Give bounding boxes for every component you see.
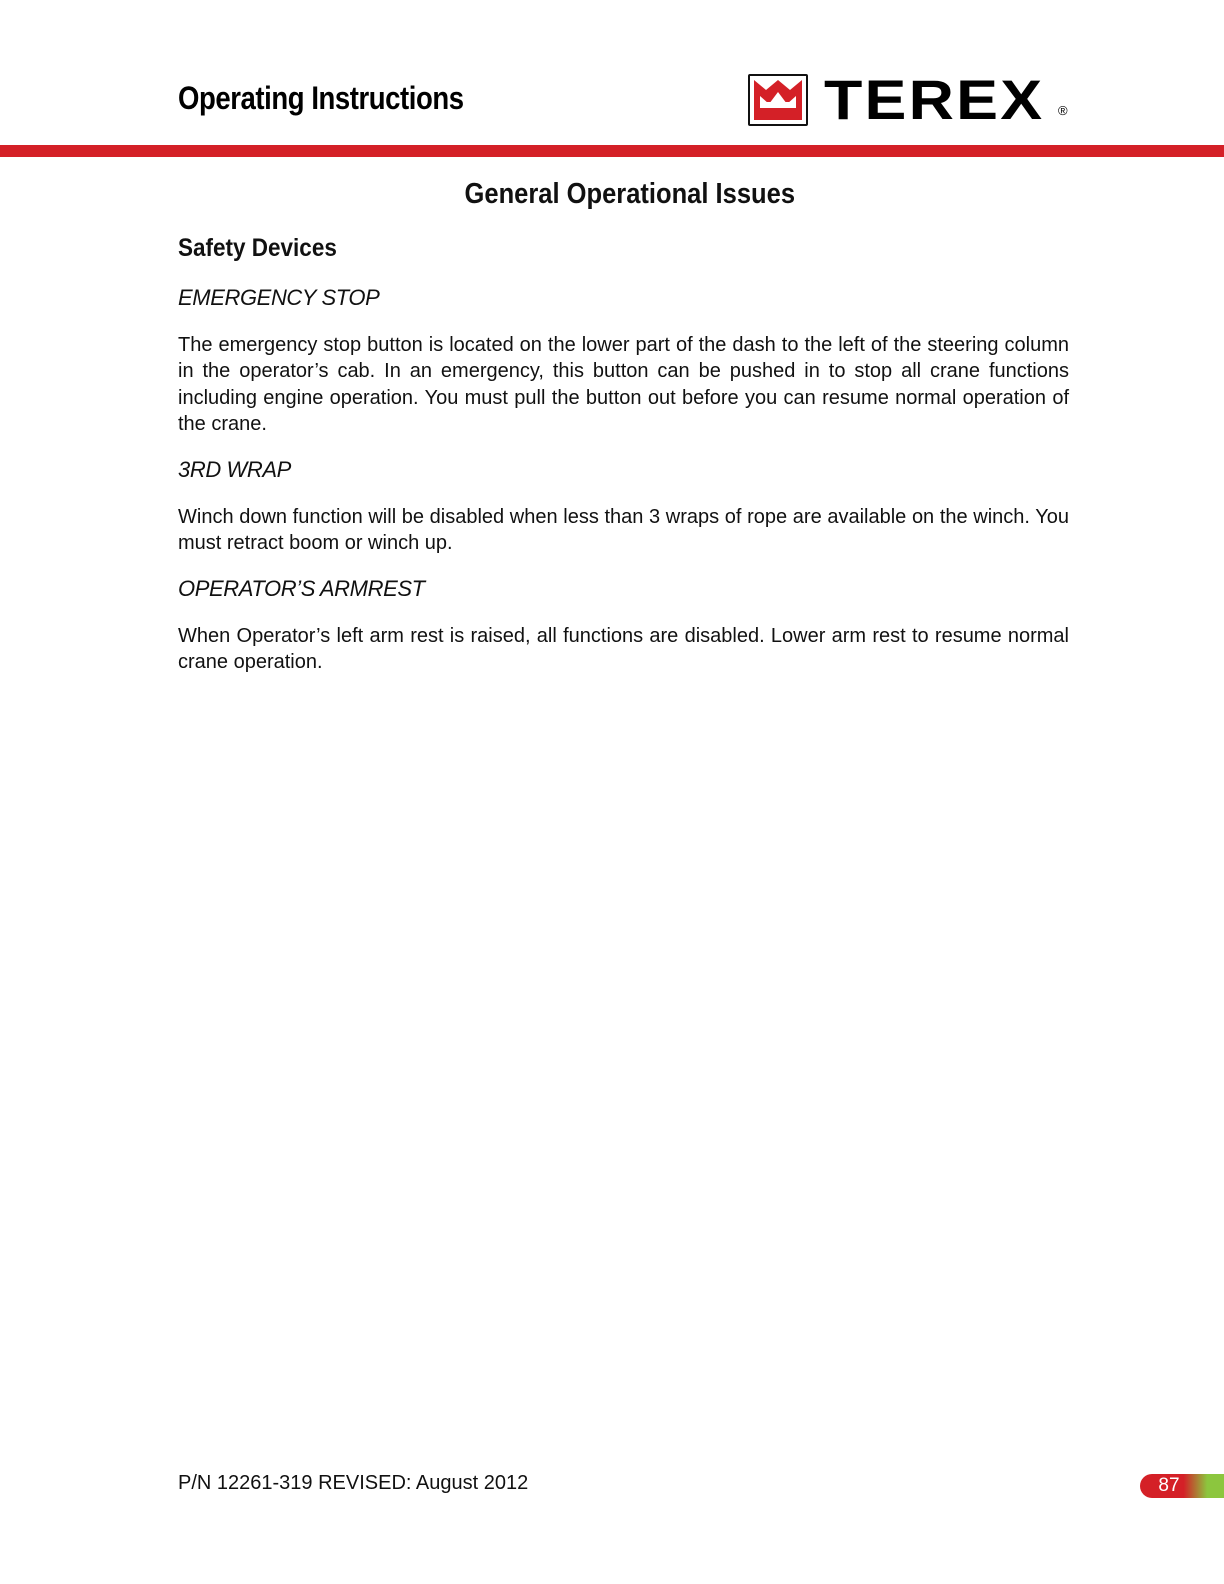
terex-logo <box>748 68 1068 131</box>
header-divider <box>0 145 1224 157</box>
footer-part-number: P/N 12261-319 REVISED: August 2012 <box>178 1472 529 1494</box>
terex-wordmark: TEREX <box>824 68 1045 131</box>
page-heading <box>0 178 1224 211</box>
page-number: 87 <box>1158 1475 1180 1496</box>
page-heading-text: General Operational Issues <box>464 178 796 210</box>
header-title: Operating Instructions <box>178 80 464 116</box>
paragraph-emergency-stop: The emergency stop button is located on the lower part of the dash to the left of the steering column in the operator’s cab. In an emergency, this button can be pushed in to stop all crane functions including engine operation. You must pull the button out before you can resume normal operation of the crane. <box>178 334 1069 435</box>
subsection-title-operators-armrest: OPERATOR’S ARMREST <box>178 576 425 601</box>
registered-mark: ® <box>1058 103 1068 118</box>
paragraph-operators-armrest: When Operator’s left arm rest is raised, all functions are disabled. Lower arm rest to resume normal crane operation. <box>178 625 1069 674</box>
subsection-title-emergency-stop: EMERGENCY STOP <box>178 285 380 310</box>
section-heading: Safety Devices <box>178 234 337 262</box>
paragraph-3rd-wrap: Winch down function will be disabled when less than 3 wraps of rope are available on the winch. You must retract boom or winch up. <box>178 506 1069 555</box>
terex-crown-icon <box>748 74 808 126</box>
subsection-title-3rd-wrap: 3RD WRAP <box>178 457 291 482</box>
